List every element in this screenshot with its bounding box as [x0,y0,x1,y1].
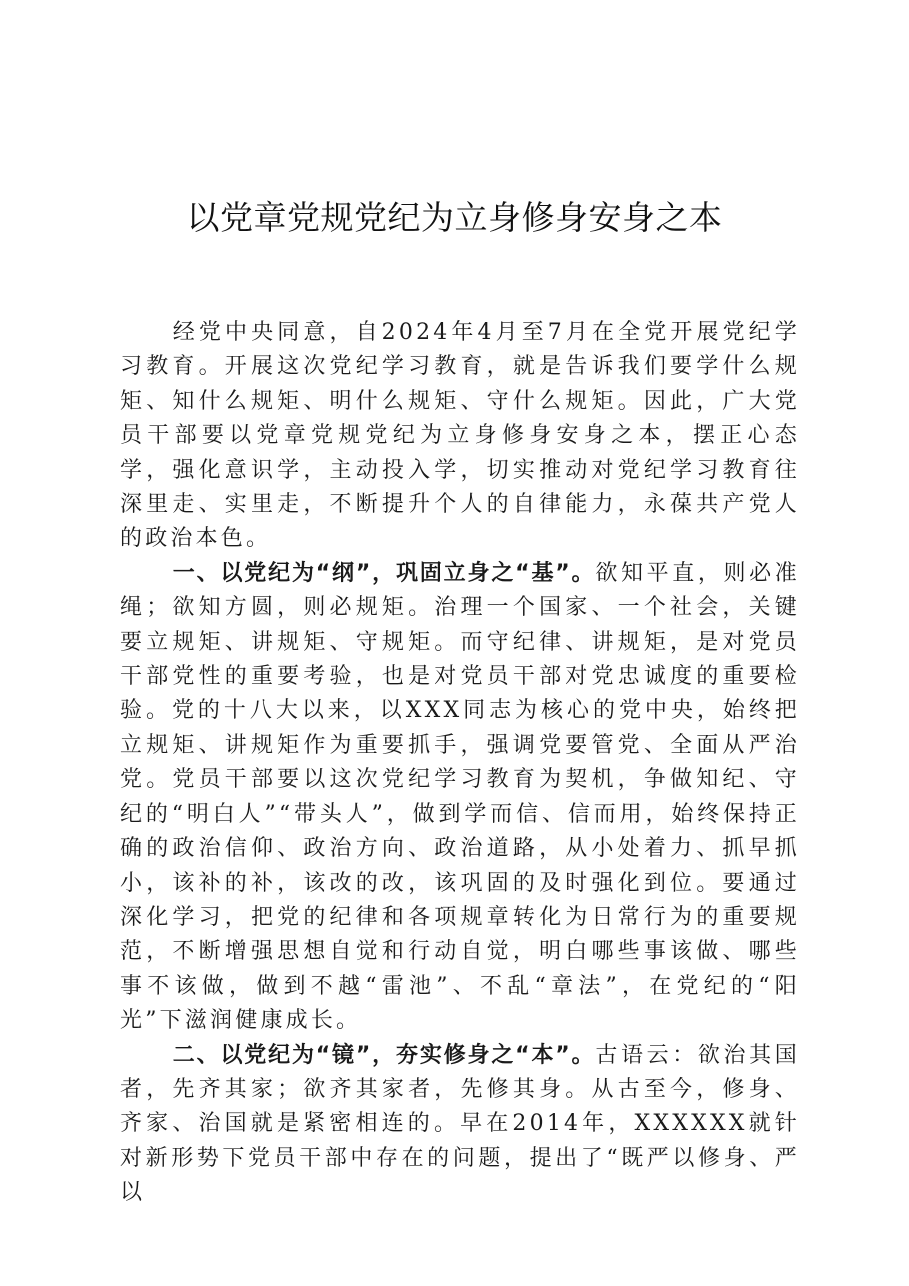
document-body [120,316,800,1211]
section-2-heading: 二、以党纪为“镜”，夯实修身之“本”。 [172,1042,596,1068]
section-2-paragraph [120,1039,800,1211]
section-1-text: 欲知平直，则必准绳；欲知方圆，则必规矩。治理一个国家、一个社会，关键要立规矩、讲规矩、守规矩。而守纪律、讲规矩，是对党员干部党性的重要考验，也是对党员干部对党忠诚度的重要检验。党的十八大以来，以XXX同志为核心的党中央，始终把立规矩、讲规矩作为重要抓手，强调党要管党、全面从严治党。党员干部要以这次党纪学习教育为契机，争做知纪、守纪的“明白人”“带头人”，做到学而信、信而用，始终保持正确的政治信仰、政治方向、政治道路，从小处着力、抓早抓小，该补的补，该改的改，该巩固的及时强化到位。要通过深化学习，把党的纪律和各项规章转化为日常行为的重要规范，不断增强思想自觉和行动自觉，明白哪些事该做、哪些事不该做，做到不越“雷池”、不乱“章法”，在党纪的“阳光”下滋润健康成长。 [120,560,800,1034]
section-1-heading: 一、以党纪为“纲”，巩固立身之“基”。 [172,560,596,586]
section-1-paragraph [120,557,800,1039]
document-title: 以党章党规党纪为立身修身安身之本 [186,198,723,237]
intro-paragraph: 经党中央同意，自2024年4月至7月在全党开展党纪学习教育。开展这次党纪学习教育，就是告诉我们要学什么规矩、知什么规矩、明什么规矩、守什么规矩。因此，广大党员干部要以党章党规党纪为立身修身安身之本，摆正心态学，强化意识学，主动投入学，切实推动对党纪学习教育往深里走、实里走，不断提升个人的自律能力，永葆共产党人的政治本色。 [120,320,800,552]
section-2-text: 古语云：欲治其国者，先齐其家；欲齐其家者，先修其身。从古至今，修身、齐家、治国就是紧密相连的。早在2014年，XXXXXX就针对新形势下党员干部中存在的问题，提出了“既严以修身、严以 [120,1042,800,1206]
